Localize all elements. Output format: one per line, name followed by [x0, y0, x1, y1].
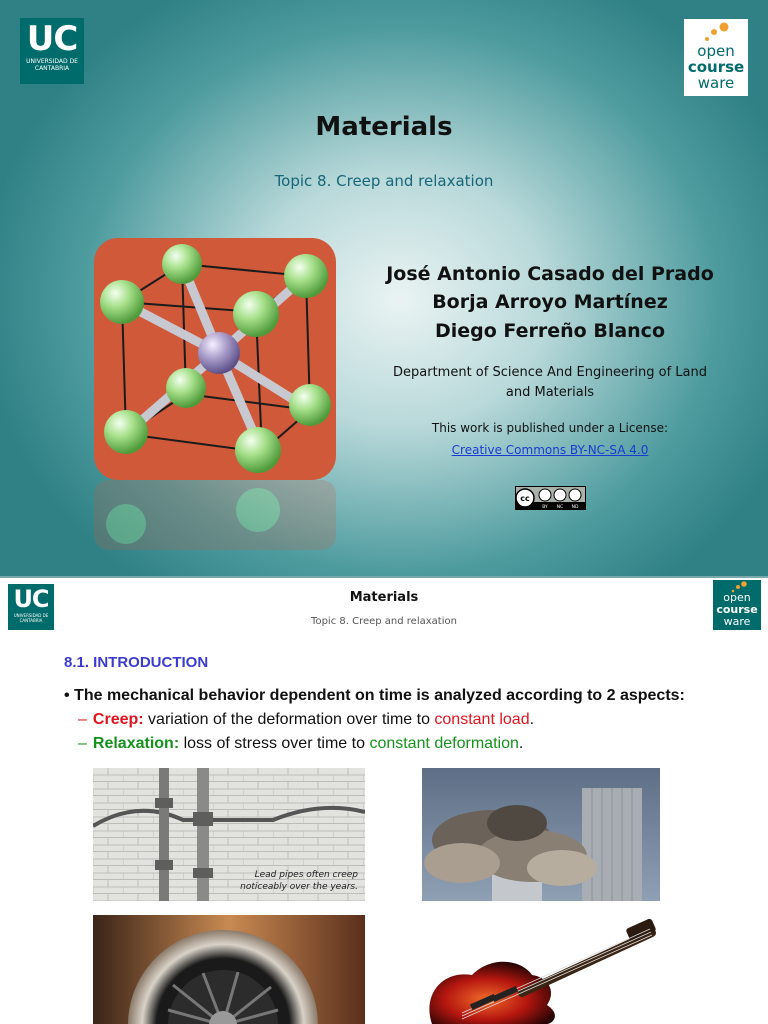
cc-nc-label: NC [556, 505, 564, 510]
relaxation-term: Relaxation: [92, 735, 180, 752]
relaxation-end: . [518, 735, 524, 752]
main-bullet: • The mechanical behavior dependent on time is analyzed according to 2 aspects: [64, 687, 685, 704]
department: Department of Science And Engineering of Land and Materials [393, 365, 707, 400]
creep-text: variation of the deformation over time to [143, 711, 435, 728]
cc-nd-label: ND [571, 505, 579, 510]
uc-logo-subtitle-small: UNIVERSIDAD DE CANTABRIA [13, 613, 49, 623]
license-text: This work is published under a License: [431, 421, 669, 435]
ocw-small-line-3: ware [723, 615, 751, 628]
author-3: Diego Ferreño Blanco [434, 320, 665, 342]
dash-marker: – [78, 711, 87, 728]
creep-term: Creep: [92, 711, 144, 728]
author-1: José Antonio Casado del Prado [386, 263, 714, 285]
author-2: Borja Arroyo Martínez [432, 291, 668, 313]
pipes-photo-caption: Lead pipes often creep noticeably over the years. [240, 870, 358, 892]
creep-bullet [78, 711, 534, 729]
uc-logo-text-small: UC [13, 585, 49, 613]
slide-header-title: Materials [349, 590, 419, 605]
content-slide [0, 578, 768, 1024]
lead-pipes-photo [93, 768, 365, 901]
uc-logo-subtitle: UNIVERSIDAD DE CANTABRIA [26, 58, 78, 72]
main-bullet-text: The mechanical behavior dependent on time is analyzed according to 2 aspects: [74, 687, 685, 704]
cc-label: cc [520, 494, 530, 503]
jet-engine-illustration [93, 915, 365, 1024]
creep-highlight: constant load [434, 711, 530, 728]
ocw-dots-icon [702, 22, 732, 44]
tower-collapse-illustration [422, 768, 660, 901]
slide-title: Materials [315, 112, 453, 142]
electric-guitar-photo [422, 915, 660, 1024]
ocw-logo-line-1: open [697, 42, 735, 60]
ocw-small-line-1: open [723, 591, 751, 604]
electric-guitar-illustration [422, 915, 660, 1024]
opencourseware-logo [684, 19, 748, 96]
cc-by-label: BY [542, 505, 548, 510]
creep-end: . [529, 711, 535, 728]
tower-collapse-photo [422, 768, 660, 901]
relaxation-highlight: constant deformation [369, 735, 519, 752]
crystal-lattice-image [94, 238, 336, 480]
dash-marker: – [78, 735, 87, 752]
crystal-reflection [94, 480, 336, 550]
relaxation-bullet [78, 735, 523, 753]
universidad-cantabria-logo [20, 18, 84, 84]
ocw-small-line-2: course [716, 603, 758, 616]
jet-engine-photo [93, 915, 365, 1024]
slide-header-topic: Topic 8. Creep and relaxation [311, 616, 457, 627]
section-heading: 8.1. INTRODUCTION [64, 654, 209, 671]
license-link[interactable]: Creative Commons BY-NC-SA 4.0 [451, 443, 649, 457]
creative-commons-badge-icon [515, 486, 586, 510]
uc-logo-text: UC [26, 19, 78, 59]
ocw-logo-line-3: ware [697, 74, 735, 92]
relaxation-text: loss of stress over time to [179, 735, 370, 752]
ocw-logo-line-2: course [687, 58, 745, 76]
slide-topic: Topic 8. Creep and relaxation [274, 172, 494, 190]
